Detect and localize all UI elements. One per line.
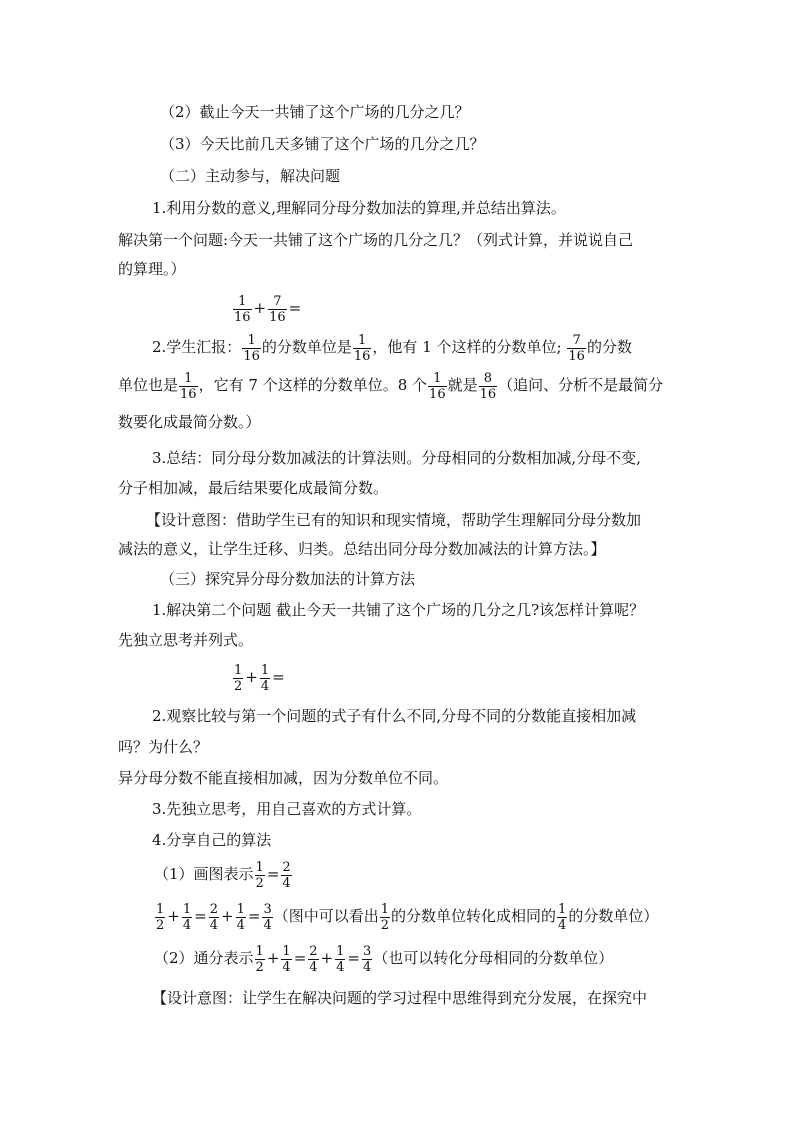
design-intent-1-line-2: 减法的意义，让学生迁移、归类。总结出同分母分数加减法的计算方法。】 [118, 540, 606, 558]
step-4: 4.分享自己的算法 [152, 831, 272, 849]
common-denominator-method: （2）通分表示 $\frac{1}{2}$ + $\frac{1}{4}$ = $\frac{2}{4}$ + $\frac{1}{4}$ = $\frac{3}{4}$ （也可以转化分母相同的分数单位） [154, 943, 614, 975]
fraction: $\frac{1}{4}$ [182, 901, 192, 933]
fraction: $\frac{1}{4}$ [336, 943, 345, 975]
fraction: $\frac{2}{4}$ [309, 943, 318, 975]
expression-1: $\frac{1}{16}$ + $\frac{7}{16}$ = [234, 293, 302, 325]
fraction: $\frac{1}{4}$ [282, 943, 291, 975]
fraction: $\frac{1}{4}$ [236, 901, 245, 933]
fraction: $\frac{1}{2}$ [380, 901, 390, 933]
step-3: 3.先独立思考，用自己喜欢的方式计算。 [152, 800, 422, 818]
report-line-1: 2.学生汇报： $\frac{1}{16}$ 的分数单位是 $\frac{1}{16}$ ，他有 1 个这样的分数单位; $\frac{7}{16}$ 的分数 [152, 332, 632, 364]
fraction: $\frac{2}{4}$ [209, 901, 218, 933]
design-intent-1-line-1: 【设计意图：借助学生已有的知识和现实情境，帮助学生理解同分母分数加 [146, 511, 642, 529]
fraction: $\frac{1}{2}$ [156, 901, 165, 933]
paragraph-2-line-1: 解决第一个问题:今天一共铺了这个广场的几分之几？（列式计算，并说说自己 [118, 231, 634, 249]
fraction: $\frac{3}{4}$ [263, 901, 272, 933]
fraction: $\frac{8}{16}$ [479, 370, 497, 402]
fraction: $\frac{1}{4}$ [558, 901, 567, 933]
section-heading-3: （三）探究异分母分数加法的计算方法 [160, 570, 416, 588]
step-1-line-1: 1.解决第二个问题 截止今天一共铺了这个广场的几分之几?该怎样计算呢？ [152, 601, 645, 619]
fraction: $\frac{1}{4}$ [260, 662, 270, 694]
question-3: （3）今天比前几天多铺了这个广场的几分之几？ [160, 135, 485, 153]
fraction: $\frac{1}{16}$ [243, 332, 260, 364]
fraction: $\frac{1}{2}$ [255, 943, 264, 975]
fraction: $\frac{1}{2}$ [234, 662, 243, 694]
report-line-3: 数要化成最简分数。） [118, 413, 261, 431]
fraction: $\frac{2}{4}$ [282, 859, 291, 891]
expression-2: $\frac{1}{2}$ + $\frac{1}{4}$ = [234, 662, 285, 694]
section-heading-2: （二）主动参与，解决问题 [160, 167, 341, 185]
question-2: （2）截止今天一共铺了这个广场的几分之几？ [160, 103, 470, 121]
step-2-line-2: 吗？为什么？ [118, 738, 209, 756]
drawing-explanation: $\frac{1}{2}$ + $\frac{1}{4}$ = $\frac{2}{4}$ + $\frac{1}{4}$ = $\frac{3}{4}$ （图中可以看出 $\frac{1}{2}$ 的分数单位转化成相同的 $\frac{1}{4}$ 的分数单位） [156, 901, 659, 933]
fraction: $\frac{7}{16}$ [568, 332, 585, 364]
fraction: $\frac{1}{2}$ [255, 859, 264, 891]
design-intent-2: 【设计意图：让学生在解决问题的学习过程中思维得到充分发展，在探究中 [152, 989, 648, 1007]
step-2-line-1: 2.观察比较与第一个问题的式子有什么不同,分母不同的分数能直接相加减 [152, 707, 637, 725]
summary-line-2: 分子相加减，最后结果要化成最简分数。 [118, 479, 389, 497]
fraction: $\frac{1}{16}$ [234, 293, 251, 325]
fraction: $\frac{3}{4}$ [362, 943, 372, 975]
paragraph-1: 1.利用分数的意义,理解同分母分数加法的算理,并总结出算法。 [152, 199, 566, 217]
fraction: $\frac{1}{16}$ [180, 370, 197, 402]
step-1-line-2: 先独立思考并列式。 [118, 631, 254, 649]
fraction: $\frac{7}{16}$ [269, 293, 286, 325]
paragraph-2-line-2: 的算理。） [118, 260, 186, 278]
summary-line-1: 3.总结：同分母分数加减法的计算法则。分母相同的分数相加减,分母不变, [152, 449, 641, 467]
step-2-line-3: 异分母分数不能直接相加减，因为分数单位不同。 [118, 769, 449, 787]
fraction: $\frac{1}{16}$ [353, 332, 371, 364]
drawing-method: （1）画图表示 $\frac{1}{2}$ = $\frac{2}{4}$ [154, 859, 291, 891]
report-line-2: 单位也是 $\frac{1}{16}$ ，它有 7 个这样的分数单位。8 个 $\frac{1}{16}$ 就是 $\frac{8}{16}$ （追问、分析不是最简分 [118, 370, 664, 402]
fraction: $\frac{1}{16}$ [429, 370, 446, 402]
